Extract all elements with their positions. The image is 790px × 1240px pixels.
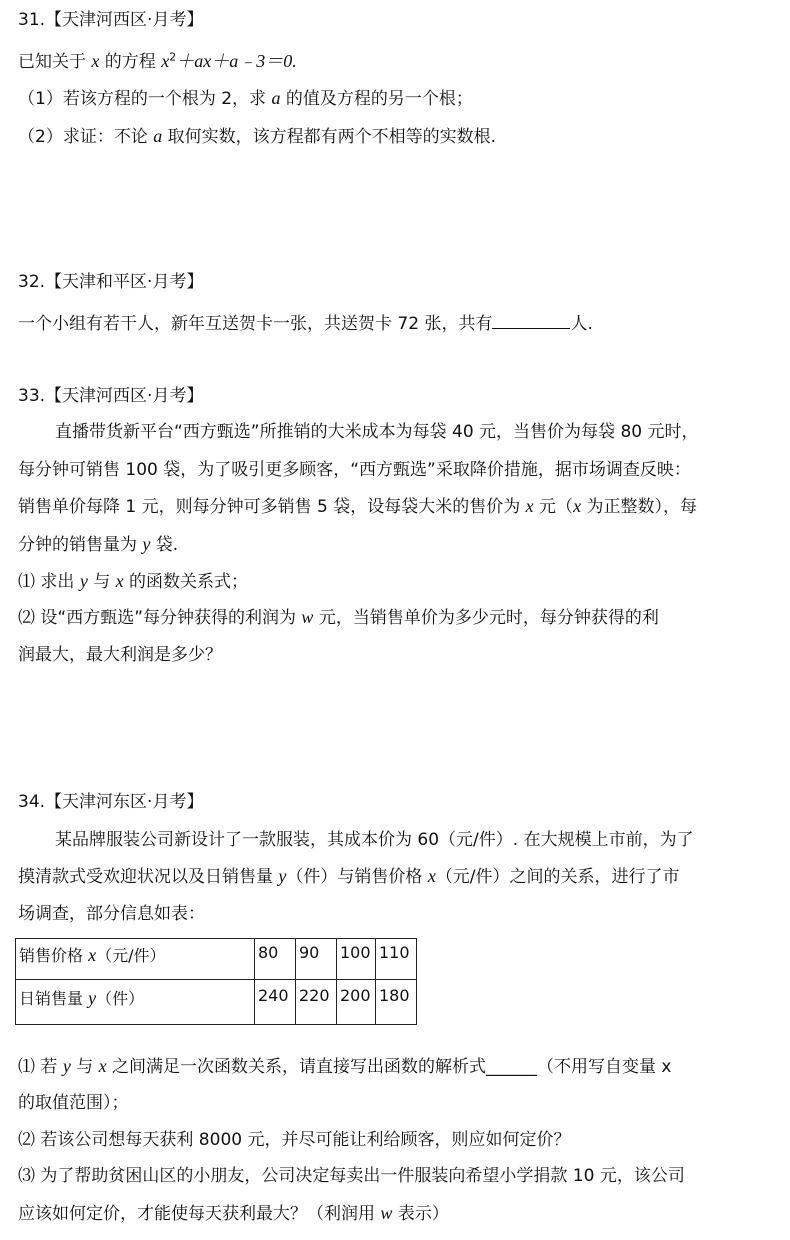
q32-heading: 32.【天津和平区·月考】 — [18, 272, 204, 292]
q34-line2: 摸清款式受欢迎状况以及日销售量 y（件）与销售价格 x（元/件）之间的关系，进行了市 — [18, 866, 680, 887]
table-row — [16, 939, 417, 980]
q31-part2: （2）求证：不论 a 取何实数，该方程都有两个不相等的实数根. — [18, 126, 497, 147]
q34-part3-cont: 应该如何定价，才能使每天获利最大？（利润用 w 表示） — [18, 1203, 449, 1224]
answer-blank[interactable] — [492, 310, 570, 329]
q34-heading: 34.【天津河东区·月考】 — [18, 792, 204, 812]
q31-stem: 已知关于 x 的方程 $x^2+ax+a﹣3=0$. — [18, 50, 297, 72]
q33-line4: 分钟的销售量为 y 袋. — [18, 534, 179, 555]
table-row-label: 日销售量 y（件） — [16, 980, 255, 1025]
table-cell: 100 — [337, 939, 376, 980]
q34-line1: 某品牌服装公司新设计了一款服装，其成本价为 60（元/件）. 在大规模上市前，为了 — [55, 830, 694, 850]
table-cell: 200 — [337, 980, 376, 1025]
q34-line3: 场调查，部分信息如表： — [18, 904, 205, 924]
q34-part1: ⑴ 若 y 与 x 之间满足一次函数关系，请直接写出函数的解析式______（不用写自变量 x — [18, 1056, 672, 1077]
q34-part3: ⑶ 为了帮助贫困山区的小朋友，公司决定每卖出一件服装向希望小学捐款 10 元，该公司 — [18, 1166, 685, 1186]
q33-line2: 每分钟可销售 100 袋，为了吸引更多顾客，“西方甄选”采取降价措施，据市场调查反映： — [18, 460, 691, 480]
price-sales-table — [15, 938, 417, 1025]
q33-part1: ⑴ 求出 y 与 x 的函数关系式； — [18, 571, 249, 592]
table-cell: 220 — [296, 980, 337, 1025]
q31-part1: （1）若该方程的一个根为 2，求 a 的值及方程的另一个根； — [18, 88, 473, 109]
q34-part1-cont: 的取值范围）； — [18, 1093, 129, 1113]
table-cell: 180 — [376, 980, 417, 1025]
q33-line1: 直播带货新平台“西方甄选”所推销的大米成本为每袋 40 元，当售价为每袋 80 元时， — [55, 422, 699, 442]
q33-part2: ⑵ 设“西方甄选”每分钟获得的利润为 w 元，当销售单价为多少元时，每分钟获得的利 — [18, 607, 659, 628]
table-row-label: 销售价格 x（元/件） — [16, 939, 255, 980]
table-row — [16, 980, 417, 1025]
table-cell: 90 — [296, 939, 337, 980]
q33-part2-cont: 润最大，最大利润是多少？ — [18, 645, 222, 665]
q33-line3: 销售单价每降 1 元，则每分钟可多销售 5 袋，设每袋大米的售价为 x 元（x 为正整数），每 — [18, 496, 697, 517]
q34-part2: ⑵ 若该公司想每天获利 8000 元，并尽可能让利给顾客，则应如何定价？ — [18, 1130, 571, 1150]
q31-heading: 31.【天津河西区·月考】 — [18, 10, 204, 30]
table-cell: 110 — [376, 939, 417, 980]
q33-heading: 33.【天津河西区·月考】 — [18, 386, 204, 406]
q32-stem: 一个小组有若干人，新年互送贺卡一张，共送贺卡 72 张，共有 人. — [18, 310, 593, 334]
table-cell: 240 — [255, 980, 296, 1025]
table-cell: 80 — [255, 939, 296, 980]
